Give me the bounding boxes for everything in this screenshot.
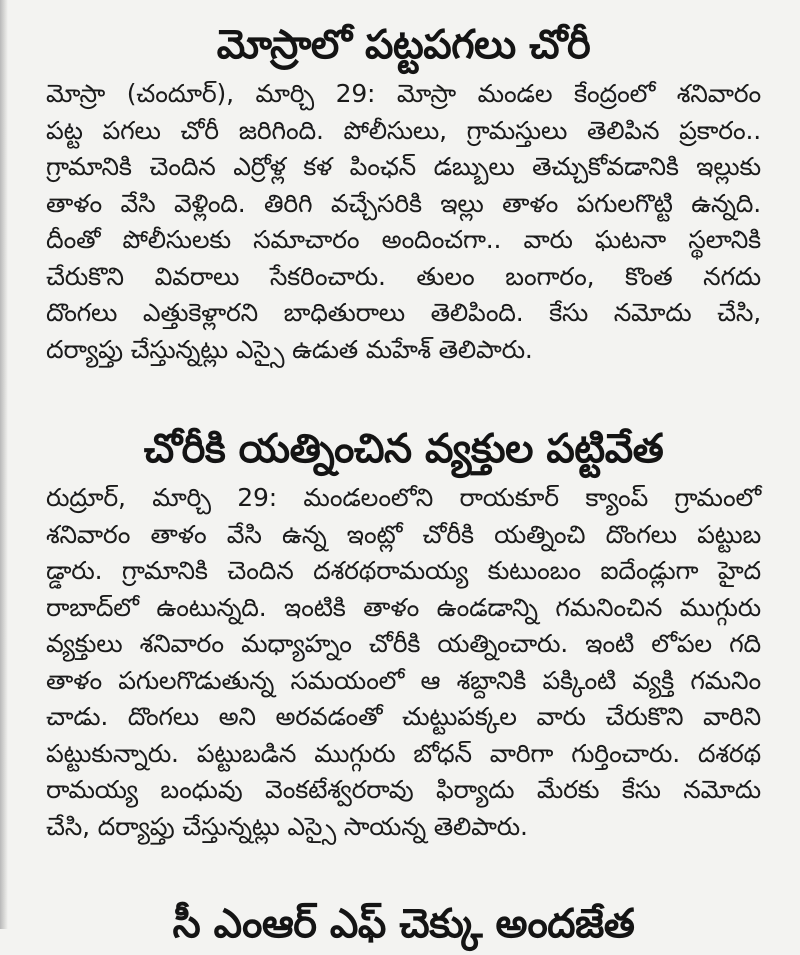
text-line: పట్టుకున్నారు. పట్టుబడిన ముగ్గురు బోధన్ వారిగా గుర్తించారు. దశరథ bbox=[46, 738, 761, 768]
text-line: మోస్రా (చందూర్), మార్చి 29: మోస్రా మండల కేంద్రంలో శనివారం bbox=[46, 79, 761, 108]
text-line: దర్యాప్తు చేస్తున్నట్లు ఎస్సై ఉడుత మహేశ్ తెలిపారు. bbox=[46, 334, 533, 364]
text-line: దొంగలు ఎత్తుకెళ్లారని బాధితురాలు తెలిపింది. కేసు నమోదు చేసి, bbox=[46, 298, 761, 327]
text-line: రామయ్య బంధువు వెంకటేశ్వరరావు ఫిర్యాదు మేరకు కేసు నమోదు bbox=[46, 775, 761, 804]
page-left-edge bbox=[0, 0, 8, 929]
article-mosra-theft bbox=[46, 14, 761, 368]
text-line: పట్ట పగలు చోరీ జరిగింది. పోలీసులు, గ్రామస్తులు తెలిపిన ప్రకారం.. bbox=[46, 115, 761, 145]
text-line: చేసి, దర్యాప్తు చేస్తున్నట్లు ఎస్సై సాయన్న తెలిపారు. bbox=[46, 811, 528, 841]
article-cmrf-cheque bbox=[46, 893, 761, 955]
article-theft-attempt-arrest bbox=[46, 418, 761, 845]
text-line: డ్డారు. గ్రామానికి చెందిన దశరథరామయ్య కుటుంబం ఐదేండ్లుగా హైద bbox=[46, 556, 761, 585]
text-line: రుద్రూర్, మార్చి 29: మండలంలోని రాయకూర్ క్యాంప్ గ్రామంలో bbox=[46, 483, 761, 512]
article-body bbox=[46, 480, 761, 845]
text-line: చాడు. దొంగలు అని అరవడంతో చుట్టుపక్కల వారు చేరుకొని వారిని bbox=[46, 702, 761, 731]
text-line: తాళం పగులగొడుతున్న సమయంలో ఆ శబ్దానికి పక్కింటి వ్యక్తి గమనిం bbox=[46, 665, 761, 695]
text-line: తాళం వేసి వెళ్లింది. తిరిగి వచ్చేసరికి ఇల్లు తాళం పగులగొట్టి ఉన్నది. bbox=[46, 188, 761, 218]
text-line: దీంతో పోలీసులకు సమాచారం అందించగా.. వారు ఘటనా స్థలానికి bbox=[46, 225, 761, 254]
headline: సీ ఎంఆర్ ఎఫ్ చెక్కు అందజేత bbox=[172, 901, 635, 947]
text-line: చేరుకొని వివరాలు సేకరించారు. తులం బంగారం, కొంత నగదు bbox=[46, 261, 761, 291]
text-line: గ్రామానికి చెందిన ఎర్రోళ్ల కళ పింఛన్ డబ్బులు తెచ్చుకోవడానికి ఇల్లుకు bbox=[46, 152, 761, 181]
headline: మోస్రాలో పట్టపగలు చోరీ bbox=[216, 22, 591, 68]
text-line: రాబాద్‌లో ఉంటున్నది. ఇంటికి తాళం ఉండడాన్ని గమనించిన ముగ్గురు bbox=[46, 592, 761, 622]
article-body bbox=[46, 76, 761, 368]
headline: చోరీకి యత్నించిన వ్యక్తుల పట్టివేత bbox=[143, 426, 664, 472]
text-line: వ్యక్తులు శనివారం మధ్యాహ్నం చోరీకి యత్నించారు. ఇంటి లోపల గది bbox=[46, 629, 761, 658]
text-line: శనివారం తాళం వేసి ఉన్న ఇంట్లో చోరీకి యత్నించి దొంగలు పట్టుబ bbox=[46, 519, 761, 549]
